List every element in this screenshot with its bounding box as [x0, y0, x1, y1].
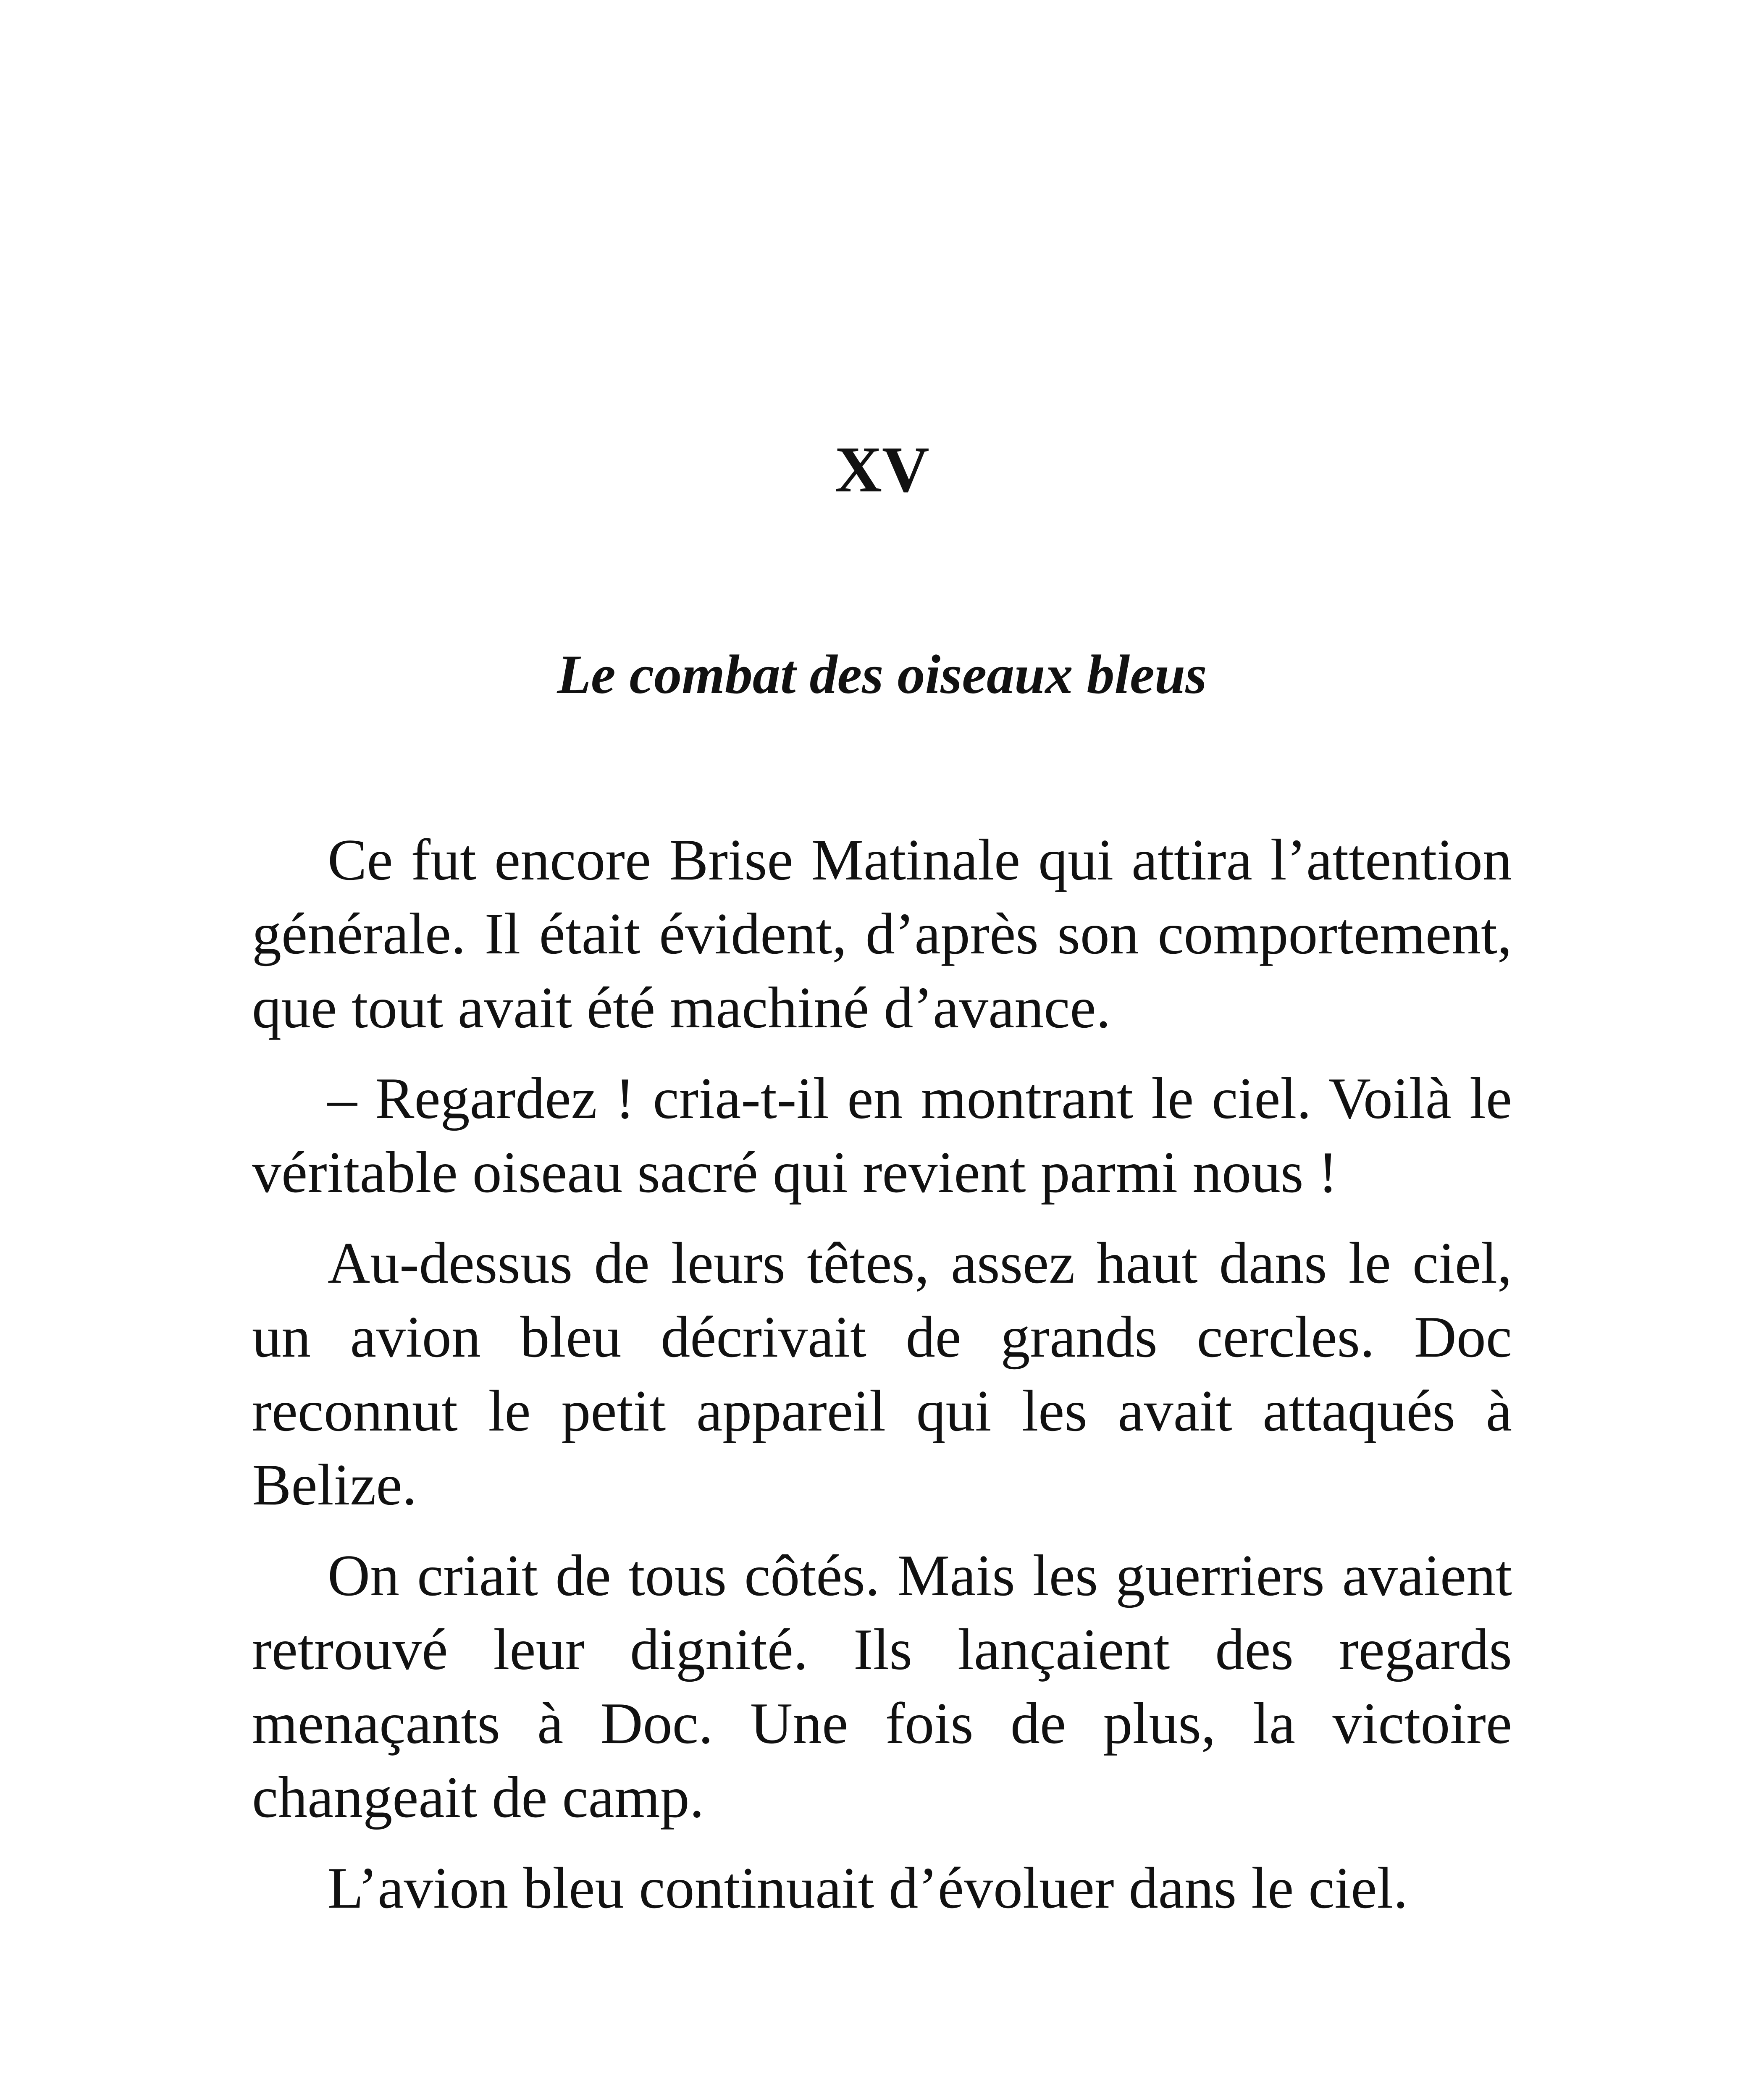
body-text — [252, 823, 1512, 1942]
chapter-number: XV — [835, 433, 929, 506]
paragraph: Au-dessus de leurs têtes, assez haut dans le ciel, un avion bleu décrivait de grands cercles. Doc reconnut le petit appareil qui les avait attaqués à Belize. — [252, 1231, 1512, 1517]
paragraph: – Regardez ! cria-t-il en montrant le ciel. Voilà le véritable oiseau sacré qui revient parmi nous ! — [252, 1066, 1512, 1205]
paragraph: Ce fut encore Brise Matinale qui attira l’attention générale. Il était évident, d’après son comportement, que tout avait été machiné d’avance. — [252, 827, 1512, 1040]
chapter-title: Le combat des oiseaux bleus — [557, 643, 1207, 705]
paragraph: On criait de tous côtés. Mais les guerriers avaient retrouvé leur dignité. Ils lançaient des regards menaçants à Doc. Une fois de plus, la victoire changeait de camp. — [252, 1543, 1512, 1830]
paragraph: L’avion bleu continuait d’évoluer dans le ciel. — [328, 1856, 1408, 1921]
